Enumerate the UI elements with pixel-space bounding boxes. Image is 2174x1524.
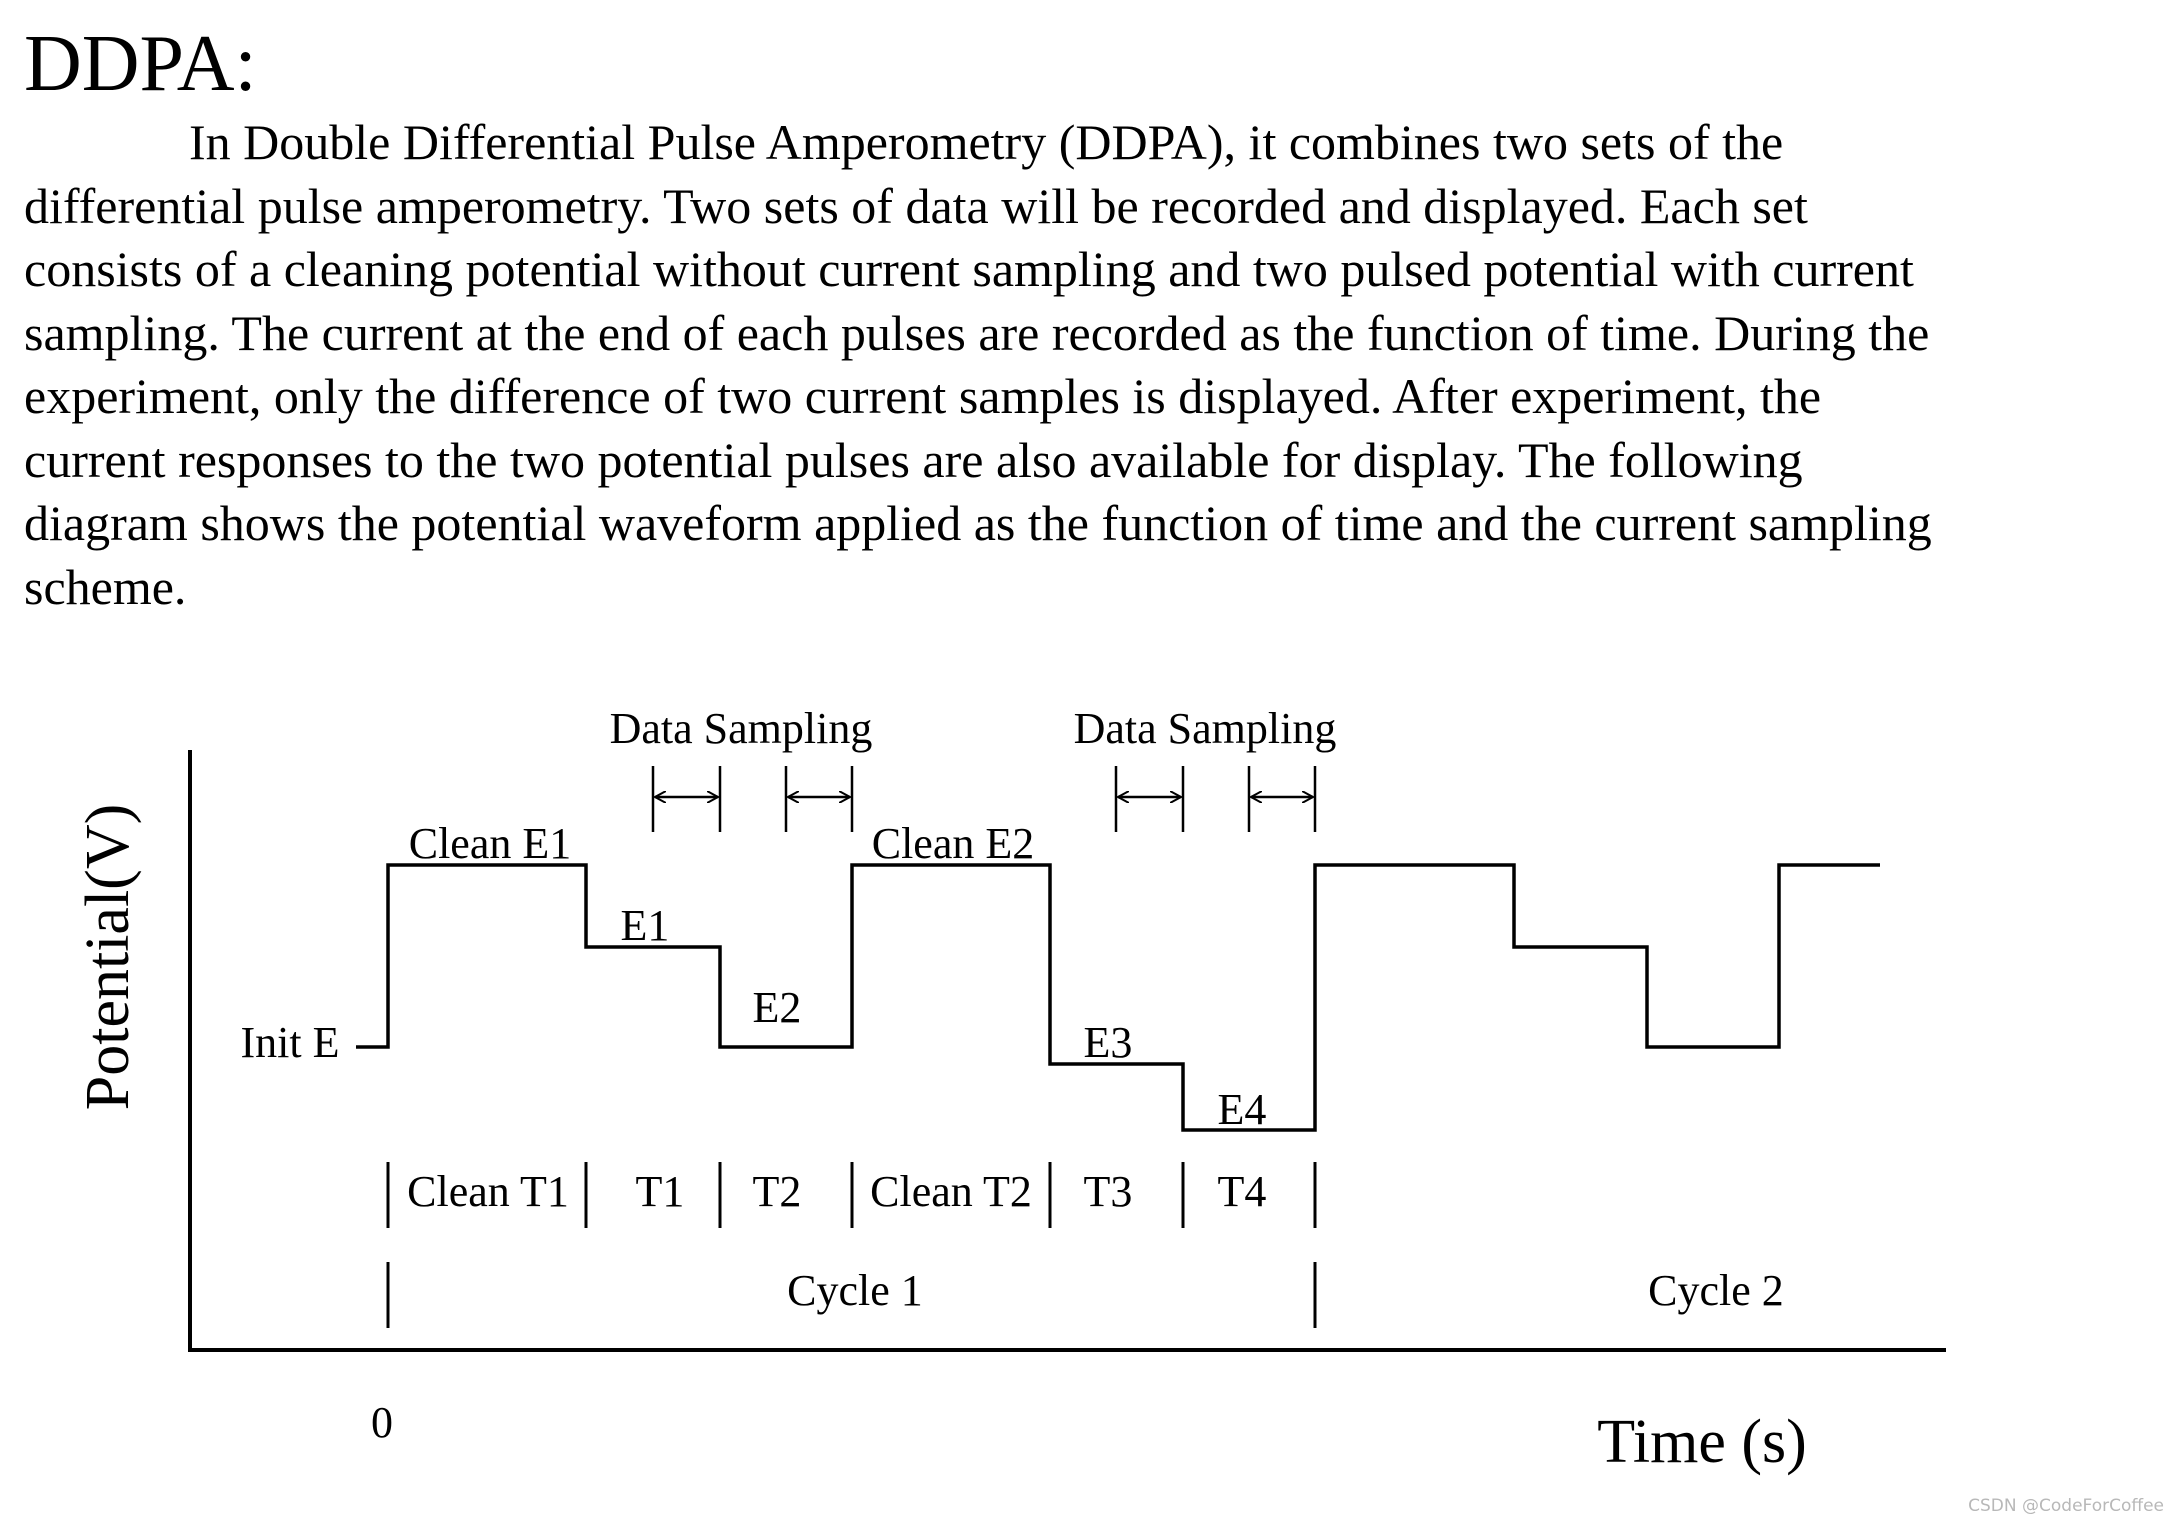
init-e-label: Init E: [240, 1018, 340, 1067]
data-sampling-label: Data Sampling: [1073, 704, 1337, 753]
sampling-bracket: [786, 766, 852, 832]
period-label: T1: [635, 1167, 685, 1216]
paragraph-line: differential pulse amperometry. Two sets of data will be recorded and displayed. Each set: [24, 177, 1808, 234]
x-axis-title: Time (s): [1597, 1408, 1807, 1476]
paragraph-line: current responses to the two potential pulses are also available for display. The following: [24, 431, 1803, 488]
sampling-bracket: [1249, 766, 1315, 832]
paragraph-line: In Double Differential Pulse Amperometry (DDPA), it combines two sets of the: [189, 114, 1784, 170]
period-label: T3: [1083, 1167, 1133, 1216]
period-label: T4: [1217, 1167, 1267, 1216]
e3-label: E3: [1083, 1018, 1133, 1067]
paragraph-line: consists of a cleaning potential without current sampling and two pulsed potential with current: [24, 241, 1914, 297]
sampling-bracket: [653, 766, 720, 832]
paragraph-line: diagram shows the potential waveform applied as the function of time and the current sampling: [24, 495, 1932, 551]
period-label: T2: [752, 1167, 802, 1216]
paragraph-line: sampling. The current at the end of each pulses are recorded as the function of time. During the: [24, 304, 1930, 361]
y-axis-title: Potential(V): [74, 803, 142, 1111]
e1-label: E1: [620, 901, 670, 950]
cycle-label: Cycle 2: [1648, 1266, 1784, 1315]
data-sampling-label: Data Sampling: [609, 704, 873, 753]
cycle-label: Cycle 1: [787, 1266, 923, 1315]
potential-waveform: [356, 865, 1880, 1130]
period-label: Clean T2: [870, 1167, 1032, 1216]
watermark-text: CSDN @CodeForCoffee: [1968, 1496, 2164, 1516]
sampling-bracket: [1116, 766, 1183, 832]
period-label: Clean T1: [407, 1167, 569, 1216]
clean-e2-label: Clean E2: [871, 819, 1035, 868]
e2-label: E2: [752, 983, 802, 1032]
document-heading: DDPA:: [24, 20, 257, 108]
paragraph-line: scheme.: [24, 558, 187, 615]
e4-label: E4: [1217, 1085, 1267, 1134]
origin-label: 0: [371, 1398, 393, 1447]
clean-e1-label: Clean E1: [408, 819, 572, 868]
paragraph-line: experiment, only the difference of two current samples is displayed. After experiment, the: [24, 368, 1822, 424]
